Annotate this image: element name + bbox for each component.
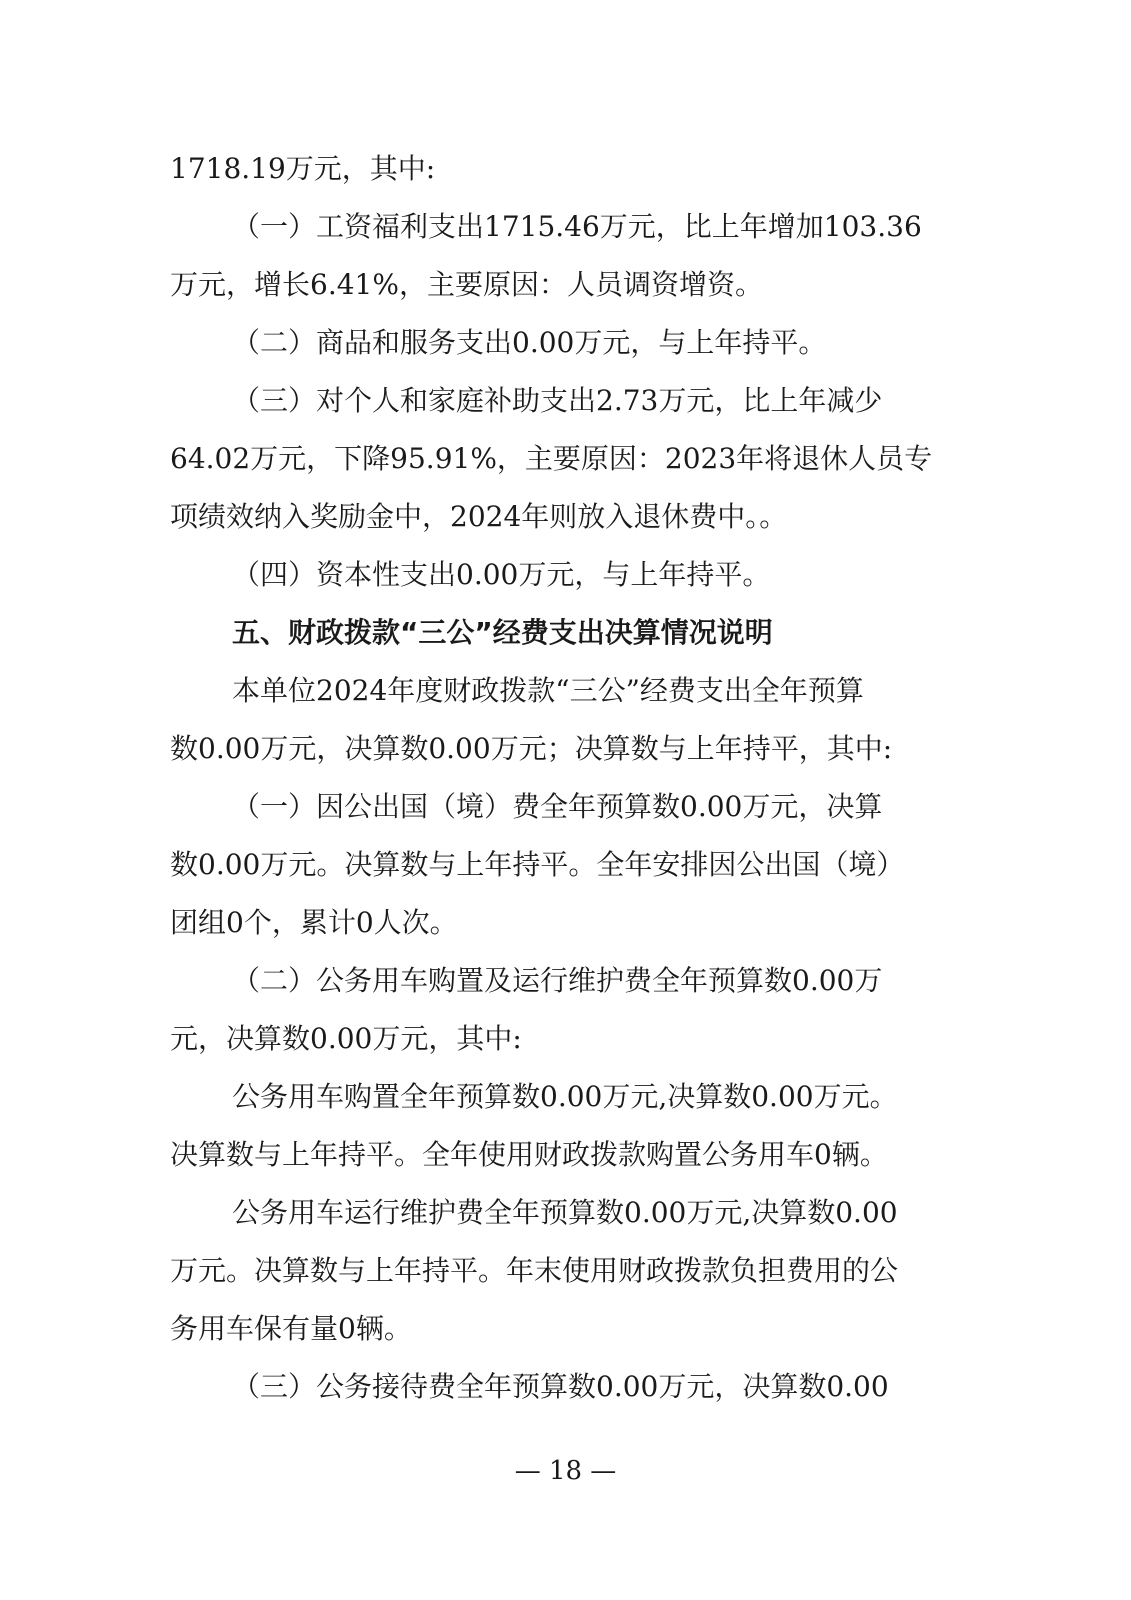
body-text bbox=[170, 140, 950, 1416]
paragraph-line: （二）商品和服务支出0.00万元，与上年持平。 bbox=[232, 326, 827, 359]
paragraph-line: 万元，增长6.41%，主要原因：人员调资增资。 bbox=[170, 268, 763, 301]
paragraph-line: 务用车保有量0辆。 bbox=[170, 1312, 412, 1345]
paragraph-line: 本单位2024年度财政拨款“三公”经费支出全年预算 bbox=[232, 674, 864, 707]
paragraph-line: 团组0个，累计0人次。 bbox=[170, 906, 458, 939]
paragraph-line: 公务用车运行维护费全年预算数0.00万元,决算数0.00 bbox=[232, 1196, 898, 1229]
paragraph-line: （三）对个人和家庭补助支出2.73万元，比上年减少 bbox=[232, 384, 883, 417]
paragraph-line: （三）公务接待费全年预算数0.00万元，决算数0.00 bbox=[232, 1370, 889, 1403]
paragraph-line: 数0.00万元，决算数0.00万元；决算数与上年持平，其中: bbox=[170, 732, 893, 765]
paragraph-line: 公务用车购置全年预算数0.00万元,决算数0.00万元。 bbox=[232, 1080, 898, 1113]
paragraph-line: （一）工资福利支出1715.46万元，比上年增加103.36 bbox=[232, 210, 922, 243]
page-number: — 18 — bbox=[514, 1456, 617, 1486]
paragraph-line: 1718.19万元，其中: bbox=[170, 152, 436, 185]
paragraph-line: 数0.00万元。决算数与上年持平。全年安排因公出国（境） bbox=[170, 848, 905, 881]
paragraph-line: （二）公务用车购置及运行维护费全年预算数0.00万 bbox=[232, 964, 883, 997]
paragraph-line: 项绩效纳入奖励金中，2024年则放入退休费中。。 bbox=[170, 500, 788, 533]
paragraph-line: 64.02万元，下降95.91%，主要原因：2023年将退休人员专 bbox=[170, 442, 933, 475]
paragraph-line: 元，决算数0.00万元，其中: bbox=[170, 1022, 522, 1055]
paragraph-line: 决算数与上年持平。全年使用财政拨款购置公务用车0辆。 bbox=[170, 1138, 888, 1171]
section-heading: 五、财政拨款“三公”经费支出决算情况说明 bbox=[232, 616, 773, 649]
paragraph-line: （四）资本性支出0.00万元，与上年持平。 bbox=[232, 558, 771, 591]
paragraph-line: 万元。决算数与上年持平。年末使用财政拨款负担费用的公 bbox=[170, 1254, 899, 1287]
paragraph-line: （一）因公出国（境）费全年预算数0.00万元，决算 bbox=[232, 790, 883, 823]
